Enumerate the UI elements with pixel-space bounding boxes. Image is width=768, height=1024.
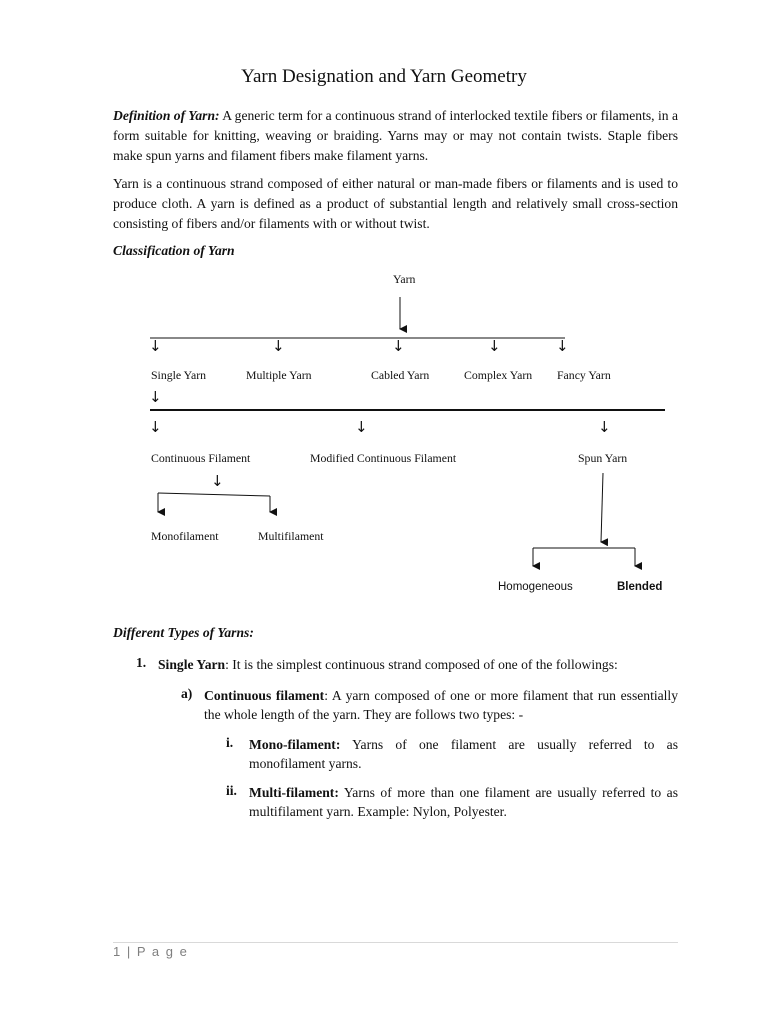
definition-text: A generic term for a continuous strand of interlocked textile fibers or filaments, in a form suitable for knitting, weaving or braiding. Yarns may or may not contain twists. Staple fibers make spun yarns and filament fibers make filament yarns.	[113, 108, 678, 163]
arrow-continuous-filament: ↓	[149, 418, 162, 436]
continuous-filament-label: Continuous filament	[204, 688, 325, 703]
filament-bar	[158, 493, 270, 496]
node-blended: Blended	[617, 581, 663, 593]
node-multiple-yarn: Multiple Yarn	[246, 368, 312, 382]
list-number-1: 1.	[136, 655, 147, 670]
list-number-a: a)	[181, 686, 193, 701]
list-number-ii: ii.	[226, 783, 237, 798]
footer-page-label: P a g e	[136, 944, 189, 959]
single-yarn-text: : It is the simplest continuous strand composed of one of the followings:	[225, 657, 618, 672]
node-single-yarn: Single Yarn	[151, 368, 207, 382]
footer-separator: |	[121, 944, 137, 959]
arrow-modified-filament: ↓	[355, 418, 368, 436]
arrow-single-yarn: ↓	[149, 337, 162, 355]
arrow-single-to-bar: ↓	[149, 388, 162, 406]
arrow-complex-yarn: ↓	[488, 337, 501, 355]
arrow-fancy-yarn: ↓	[556, 337, 569, 355]
arrow-filament-split: ↓	[211, 472, 224, 490]
node-multifilament: Multifilament	[258, 529, 324, 543]
mono-filament-text: Yarns of one filament are usually referred to as monofilament yarns.	[249, 737, 678, 771]
node-homogeneous: Homogeneous	[498, 581, 573, 593]
node-spun-yarn: Spun Yarn	[578, 451, 628, 465]
node-fancy-yarn: Fancy Yarn	[557, 368, 611, 382]
page-footer	[113, 944, 188, 959]
diagram-root-yarn: Yarn	[393, 272, 416, 286]
list-number-i: i.	[226, 735, 234, 750]
spun-yarn-arrow	[601, 473, 603, 542]
node-monofilament: Monofilament	[151, 529, 219, 543]
list-item-continuous-filament	[204, 686, 678, 724]
multi-filament-text: Yarns of more than one filament are usually referred to as multifilament yarn. Example: Nylon, Polyester.	[249, 785, 678, 819]
arrow-cabled-yarn: ↓	[392, 337, 405, 355]
footer-page-number: 1	[113, 944, 122, 959]
arrow-spun-yarn: ↓	[598, 418, 611, 436]
list-item-multi-filament	[249, 783, 678, 821]
classification-heading: Classification of Yarn	[113, 243, 235, 258]
node-modified-continuous-filament: Modified Continuous Filament	[310, 451, 457, 465]
list-item-single-yarn	[158, 655, 678, 674]
node-continuous-filament: Continuous Filament	[151, 451, 251, 465]
arrow-multiple-yarn: ↓	[272, 337, 285, 355]
node-complex-yarn: Complex Yarn	[464, 368, 533, 382]
continuous-filament-text: : A yarn composed of one or more filament that run essentially the whole length of the yarn. They are follows two types: -	[204, 688, 679, 722]
mono-filament-label: Mono-filament:	[249, 737, 341, 752]
footer-divider	[113, 942, 678, 943]
page-title: Yarn Designation and Yarn Geometry	[241, 66, 527, 87]
single-yarn-label: Single Yarn	[158, 657, 226, 672]
multi-filament-label: Multi-filament:	[249, 785, 339, 800]
definition-label: Definition of Yarn:	[113, 108, 220, 123]
yarn-description-paragraph: Yarn is a continuous strand composed of either natural or man-made fibers or filaments and is used to produce cloth. A yarn is defined as a product of substantial length and relatively small cross-section consisting of fibers and/or filaments with or without twist.	[113, 176, 678, 231]
node-cabled-yarn: Cabled Yarn	[371, 368, 430, 382]
list-item-mono-filament	[249, 735, 678, 773]
types-heading: Different Types of Yarns:	[113, 625, 254, 640]
